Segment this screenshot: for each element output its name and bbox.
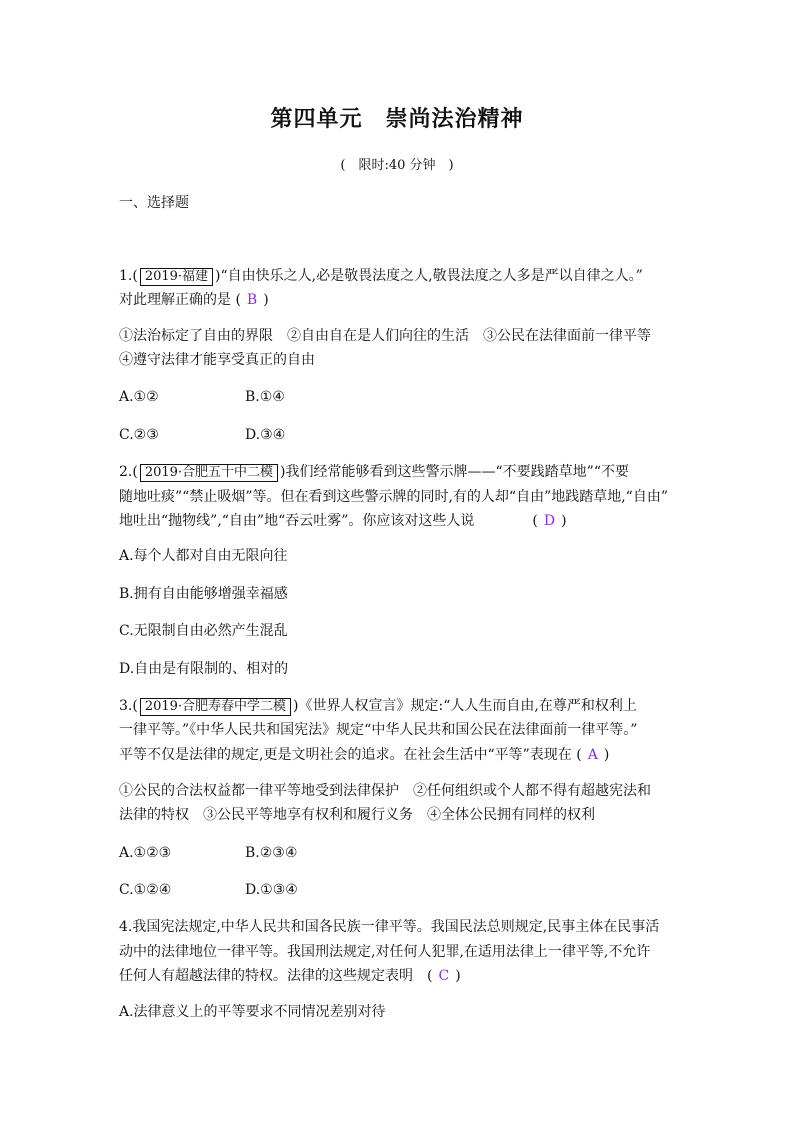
answer: C: [438, 968, 450, 984]
question-1-line-1: 1.( 2019·福建 )“自由快乐之人,必是敬畏法度之人,敬畏法度之人多是严以自律之人。”: [119, 268, 643, 284]
option-d: D.③④: [245, 427, 286, 443]
question-4-line-3: 任何人有超越法律的特权。法律的这些规定表明 ( C ): [119, 968, 461, 984]
answer: B: [246, 292, 258, 308]
option-b: B.②③④: [245, 845, 298, 861]
option-c: C.①②④: [119, 882, 172, 898]
option-a: A.①②: [119, 389, 159, 405]
option-b: B.①④: [245, 389, 285, 405]
statement-line: 法律的特权 ③公民平等地享有权利和履行义务 ④全体公民拥有同样的权利: [119, 807, 595, 823]
question-source: 2019·合肥五十中二模: [140, 464, 278, 482]
question-4-line-2: 动中的法律地位一律平等。我国刑法规定,对任何人犯罪,在适用法律上一律平等,不允许: [119, 944, 651, 960]
question-4-line-1: 4.我国宪法规定,中华人民共和国各民族一律平等。我国民法总则规定,民事主体在民事活: [119, 919, 660, 935]
option-d: D.①③④: [245, 882, 298, 898]
option-d: D.自由是有限制的、相对的: [119, 661, 289, 677]
option-a: A.每个人都对自由无限向往: [119, 548, 288, 564]
time-limit: ( 限时:40 分钟 ): [340, 158, 454, 173]
statement-line: ①公民的合法权益都一律平等地受到法律保护 ②任何组织或个人都不得有超越宪法和: [119, 783, 651, 799]
question-2-line-3: 地吐出“抛物线”,“自由”地“吞云吐雾”。你应该对这些人说 ( D ): [119, 513, 567, 529]
option-c: C.无限制自由必然产生混乱: [119, 623, 288, 639]
answer: A: [587, 747, 598, 763]
option-c: C.②③: [119, 427, 159, 443]
statement-line: ①法治标定了自由的界限 ②自由自在是人们向往的生活 ③公民在法律面前一律平等: [119, 328, 651, 344]
answer: D: [543, 513, 556, 529]
question-3-line-2: 一律平等。”《中华人民共和国宪法》规定“中华人民共和国公民在法律面前一律平等。”: [119, 722, 638, 738]
question-2-line-1: 2.( 2019·合肥五十中二模 )我们经常能够看到这些警示牌——“不要践踏草地”“不要: [119, 464, 629, 480]
option-b: B.拥有自由能够增强幸福感: [119, 586, 288, 602]
question-source: 2019·合肥寿春中学二模: [140, 698, 291, 716]
question-1-line-2: 对此理解正确的是 ( B ): [119, 292, 269, 308]
page-title: 第四单元 崇尚法治精神: [270, 106, 524, 132]
question-3-line-1: 3.( 2019·合肥寿春中学二模 )《世界人权宣言》规定:“人人生而自由,在尊严和权利上: [119, 698, 637, 714]
option-a: A.①②③: [119, 845, 172, 861]
statement-line: ④遵守法律才能享受真正的自由: [119, 352, 315, 368]
question-2-line-2: 随地吐痰”“禁止吸烟”等。但在看到这些警示牌的同时,有的人却“自由”地践踏草地,“自由”: [119, 489, 668, 505]
section-heading: 一、选择题: [119, 195, 189, 211]
option-a: A.法律意义上的平等要求不同情况差别对待: [119, 1004, 386, 1020]
question-3-line-3: 平等不仅是法律的规定,更是文明社会的追求。在社会生活中“平等”表现在 ( A ): [119, 747, 610, 763]
question-source: 2019·福建: [140, 268, 213, 286]
